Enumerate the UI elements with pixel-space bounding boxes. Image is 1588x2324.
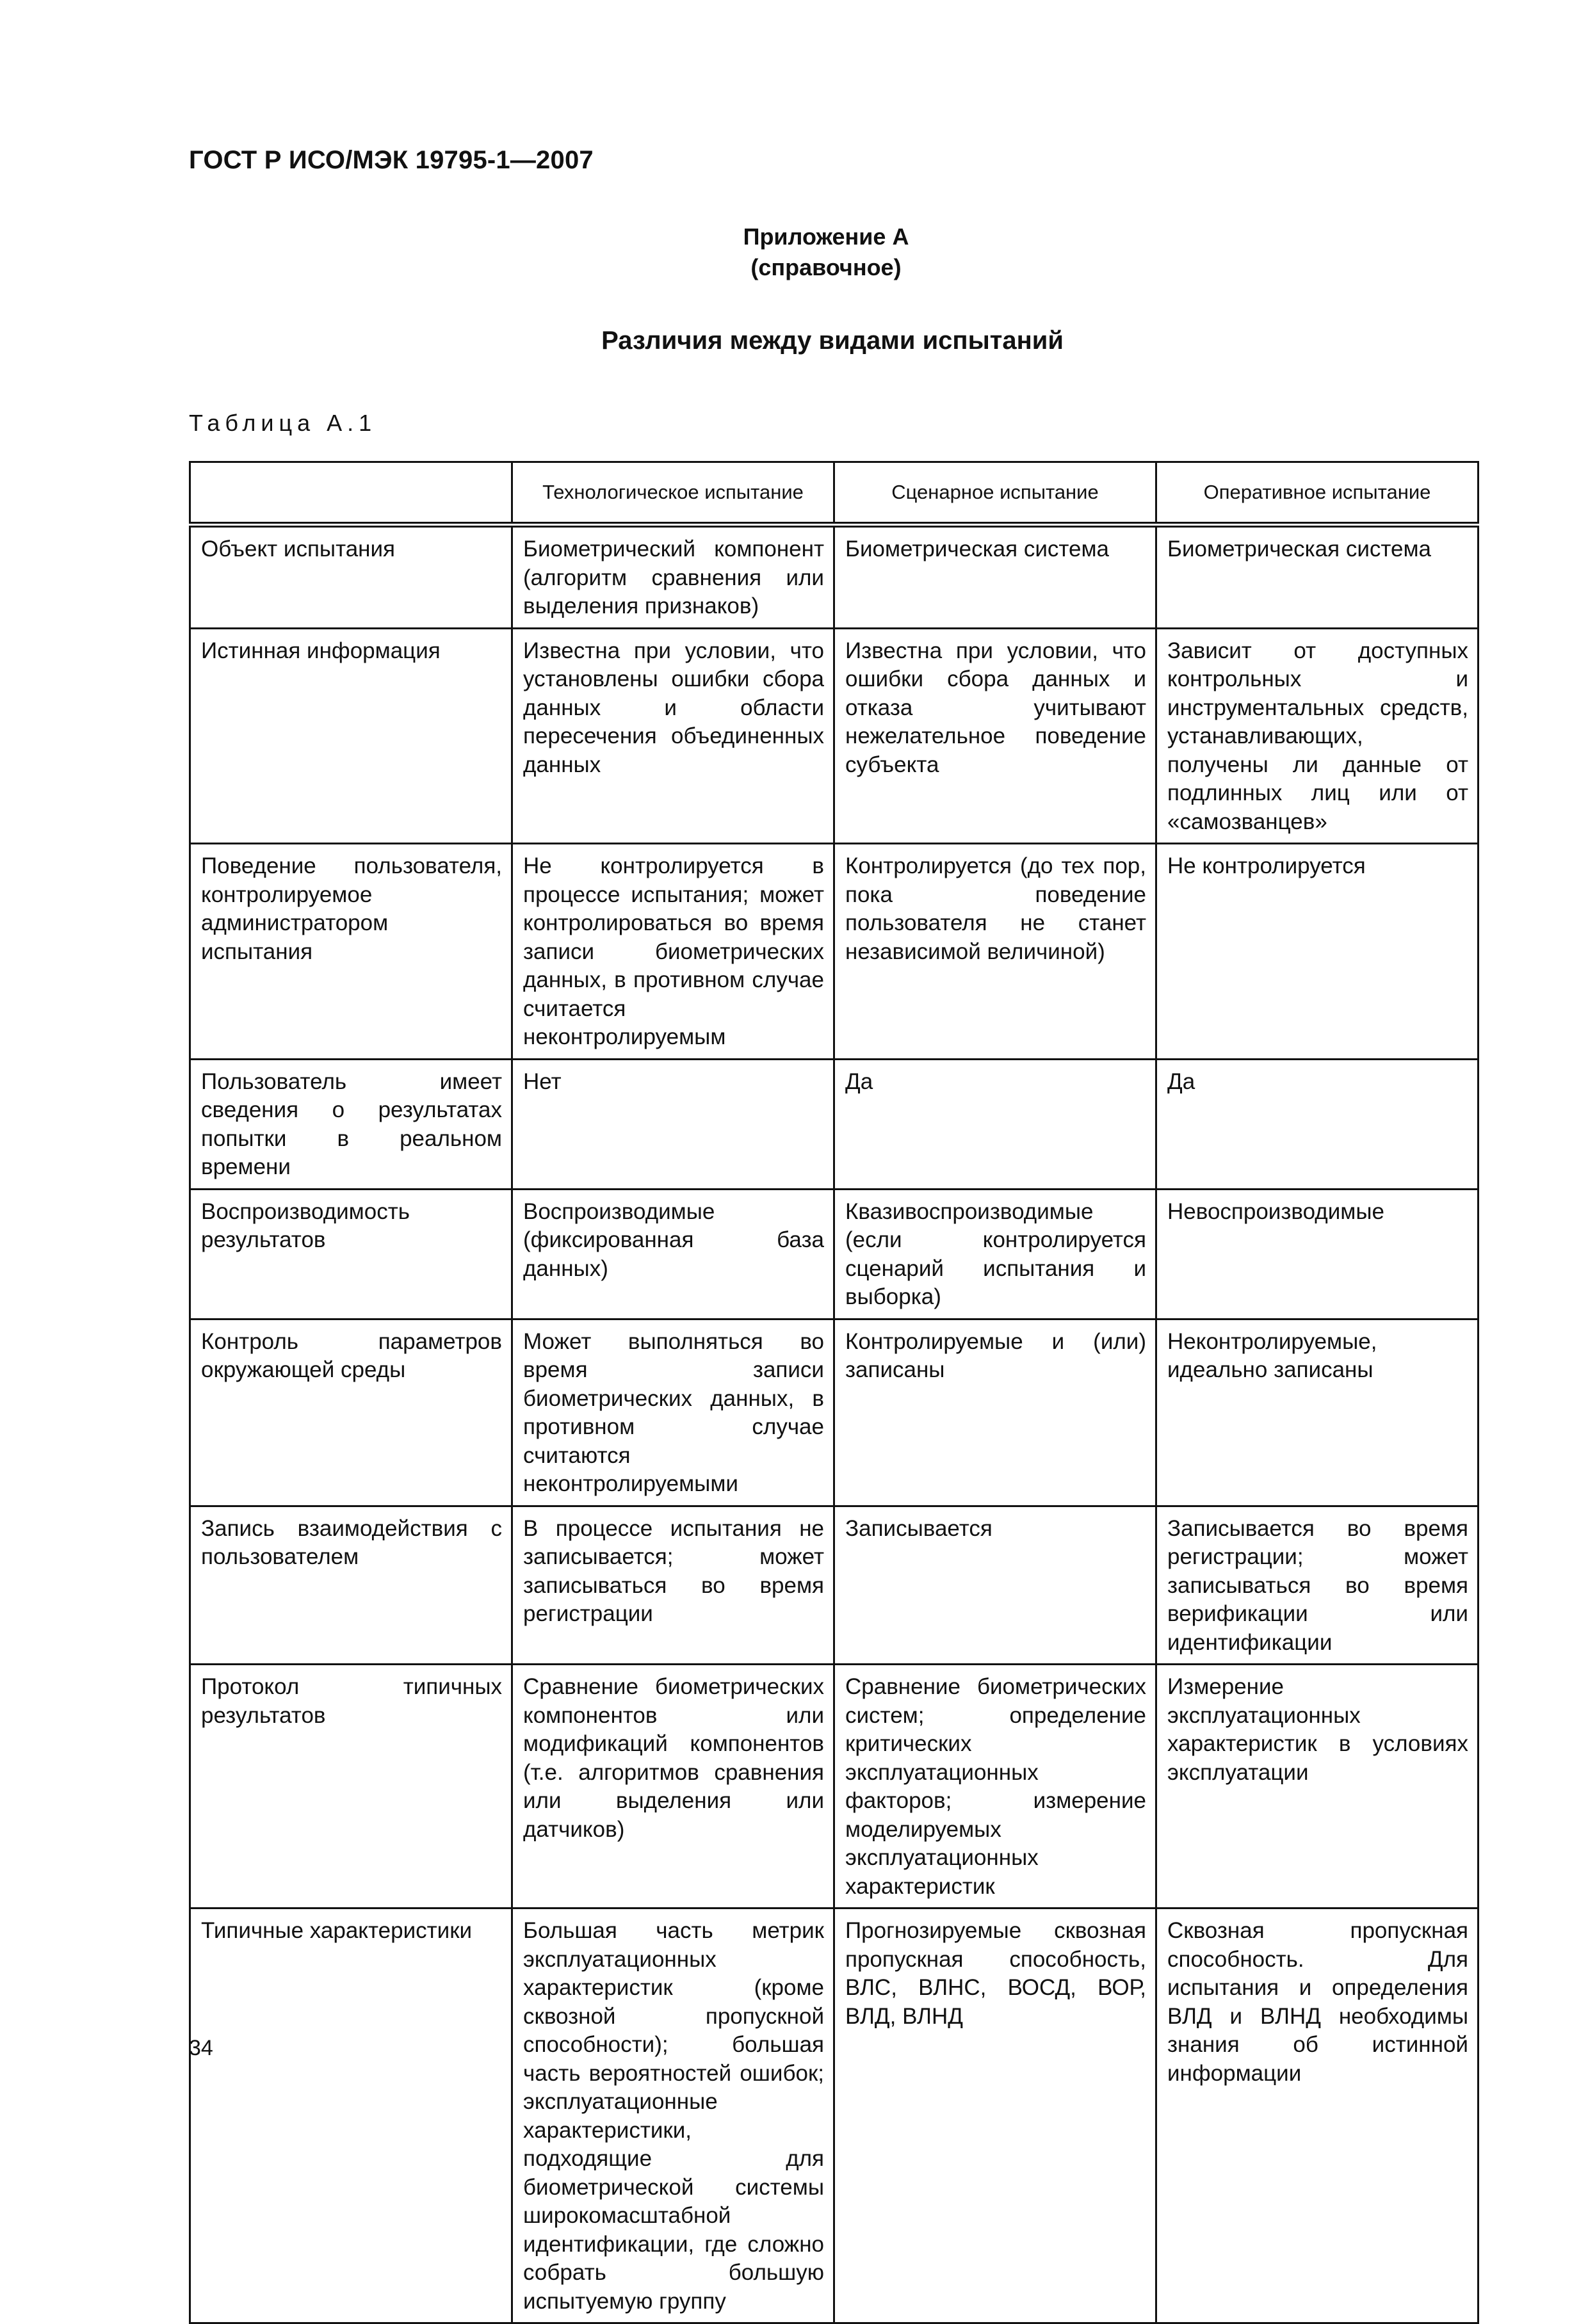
column-header: Технологическое испытание bbox=[512, 462, 834, 525]
table-row bbox=[190, 1059, 1479, 1189]
table-row bbox=[190, 1908, 1479, 2323]
section-title: Различия между видами испытаний bbox=[601, 327, 1064, 355]
table-cell: Контролируется (до тех пор, пока поведение пользователя не станет независимой величиной) bbox=[834, 844, 1156, 1060]
table-label: Таблица А.1 bbox=[189, 410, 377, 436]
column-header bbox=[190, 462, 512, 525]
table-cell: Сравнение биометрических систем; определение критических эксплуатационных факторов; измерение моделируемых эксплуатационных характеристик bbox=[834, 1665, 1156, 1908]
row-header-cell: Типичные характеристики bbox=[190, 1908, 512, 2323]
document-code-header: ГОСТ Р ИСО/МЭК 19795-1—2007 bbox=[189, 146, 594, 174]
table-cell: Да bbox=[1156, 1059, 1479, 1189]
table-row bbox=[190, 844, 1479, 1060]
table-cell: Зависит от доступных контрольных и инструментальных средств, устанавливающих, получены ли данные от подлинных лиц или от «самозванцев» bbox=[1156, 628, 1479, 844]
page-number: 34 bbox=[189, 2036, 213, 2060]
row-header-cell: Истинная информация bbox=[190, 628, 512, 844]
table-cell: Может выполняться во время записи биометрических данных, в противном случае считаются неконтролируемыми bbox=[512, 1319, 834, 1506]
table-cell: Прогнозируемые сквозная пропускная способность, ВЛС, ВЛНС, ВОСД, ВОР, ВЛД, ВЛНД bbox=[834, 1908, 1156, 2323]
table-cell: Нет bbox=[512, 1059, 834, 1189]
table-cell: Биометрическая система bbox=[1156, 525, 1479, 629]
column-header: Сценарное испытание bbox=[834, 462, 1156, 525]
table-cell: Большая часть метрик эксплуатационных характеристик (кроме сквозной пропускной способности); большая часть вероятностей ошибок; эксплуатационные характеристики, подходящие для биометрической системы широкомасштабной идентификации, где сложно собрать большую испытуемую группу bbox=[512, 1908, 834, 2323]
table-cell: Квазивоспроизводимые (если контролируется сценарий испытания и выборка) bbox=[834, 1189, 1156, 1319]
table-row bbox=[190, 525, 1479, 629]
table-row bbox=[190, 1189, 1479, 1319]
table-cell: Сквозная пропускная способность. Для испытания и определения ВЛД и ВЛНД необходимы знания об истинной информации bbox=[1156, 1908, 1479, 2323]
table-cell: В процессе испытания не записывается; может записываться во время регистрации bbox=[512, 1506, 834, 1665]
table-cell: Не контролируется bbox=[1156, 844, 1479, 1060]
table-cell: Записывается во время регистрации; может записываться во время верификации или идентификации bbox=[1156, 1506, 1479, 1665]
table-cell: Известна при условии, что ошибки сбора данных и отказа учитывают нежелательное поведение субъекта bbox=[834, 628, 1156, 844]
table-cell: Известна при условии, что установлены ошибки сбора данных и области пересечения объединенных данных bbox=[512, 628, 834, 844]
row-header-cell: Контроль параметров окружающей среды bbox=[190, 1319, 512, 1506]
row-header-cell: Воспроизводимость результатов bbox=[190, 1189, 512, 1319]
annex-label: Приложение А bbox=[743, 223, 909, 250]
table-cell: Неконтролируемые, идеально записаны bbox=[1156, 1319, 1479, 1506]
table-cell: Да bbox=[834, 1059, 1156, 1189]
table-cell: Измерение эксплуатационных характеристик в условиях эксплуатации bbox=[1156, 1665, 1479, 1908]
row-header-cell: Поведение пользователя, контролируемое администратором испытания bbox=[190, 844, 512, 1060]
table-row bbox=[190, 1665, 1479, 1908]
table-cell: Контролируемые и (или) записаны bbox=[834, 1319, 1156, 1506]
table-cell: Сравнение биометрических компонентов или модификаций компонентов (т.е. алгоритмов сравнения или выделения или датчиков) bbox=[512, 1665, 834, 1908]
table-cell: Воспроизводимые (фиксированная база данных) bbox=[512, 1189, 834, 1319]
row-header-cell: Пользователь имеет сведения о результатах попытки в реальном времени bbox=[190, 1059, 512, 1189]
table-cell: Биометрическая система bbox=[834, 525, 1156, 629]
table-row bbox=[190, 1319, 1479, 1506]
row-header-cell: Объект испытания bbox=[190, 525, 512, 629]
annex-type: (справочное) bbox=[750, 254, 902, 280]
table-cell: Не контролируется в процессе испытания; может контролироваться во время записи биометрических данных, в противном случае считается неконтролируемым bbox=[512, 844, 834, 1060]
comparison-table bbox=[189, 461, 1479, 2324]
table-row bbox=[190, 628, 1479, 844]
table-cell: Невоспроизводимые bbox=[1156, 1189, 1479, 1319]
row-header-cell: Протокол типичных результатов bbox=[190, 1665, 512, 1908]
table-cell: Биометрический компонент (алгоритм сравнения или выделения признаков) bbox=[512, 525, 834, 629]
table-row bbox=[190, 1506, 1479, 1665]
table-header-row bbox=[190, 462, 1479, 525]
column-header: Оперативное испытание bbox=[1156, 462, 1479, 525]
row-header-cell: Запись взаимодействия с пользователем bbox=[190, 1506, 512, 1665]
table-cell: Записывается bbox=[834, 1506, 1156, 1665]
annex-heading bbox=[692, 222, 960, 283]
